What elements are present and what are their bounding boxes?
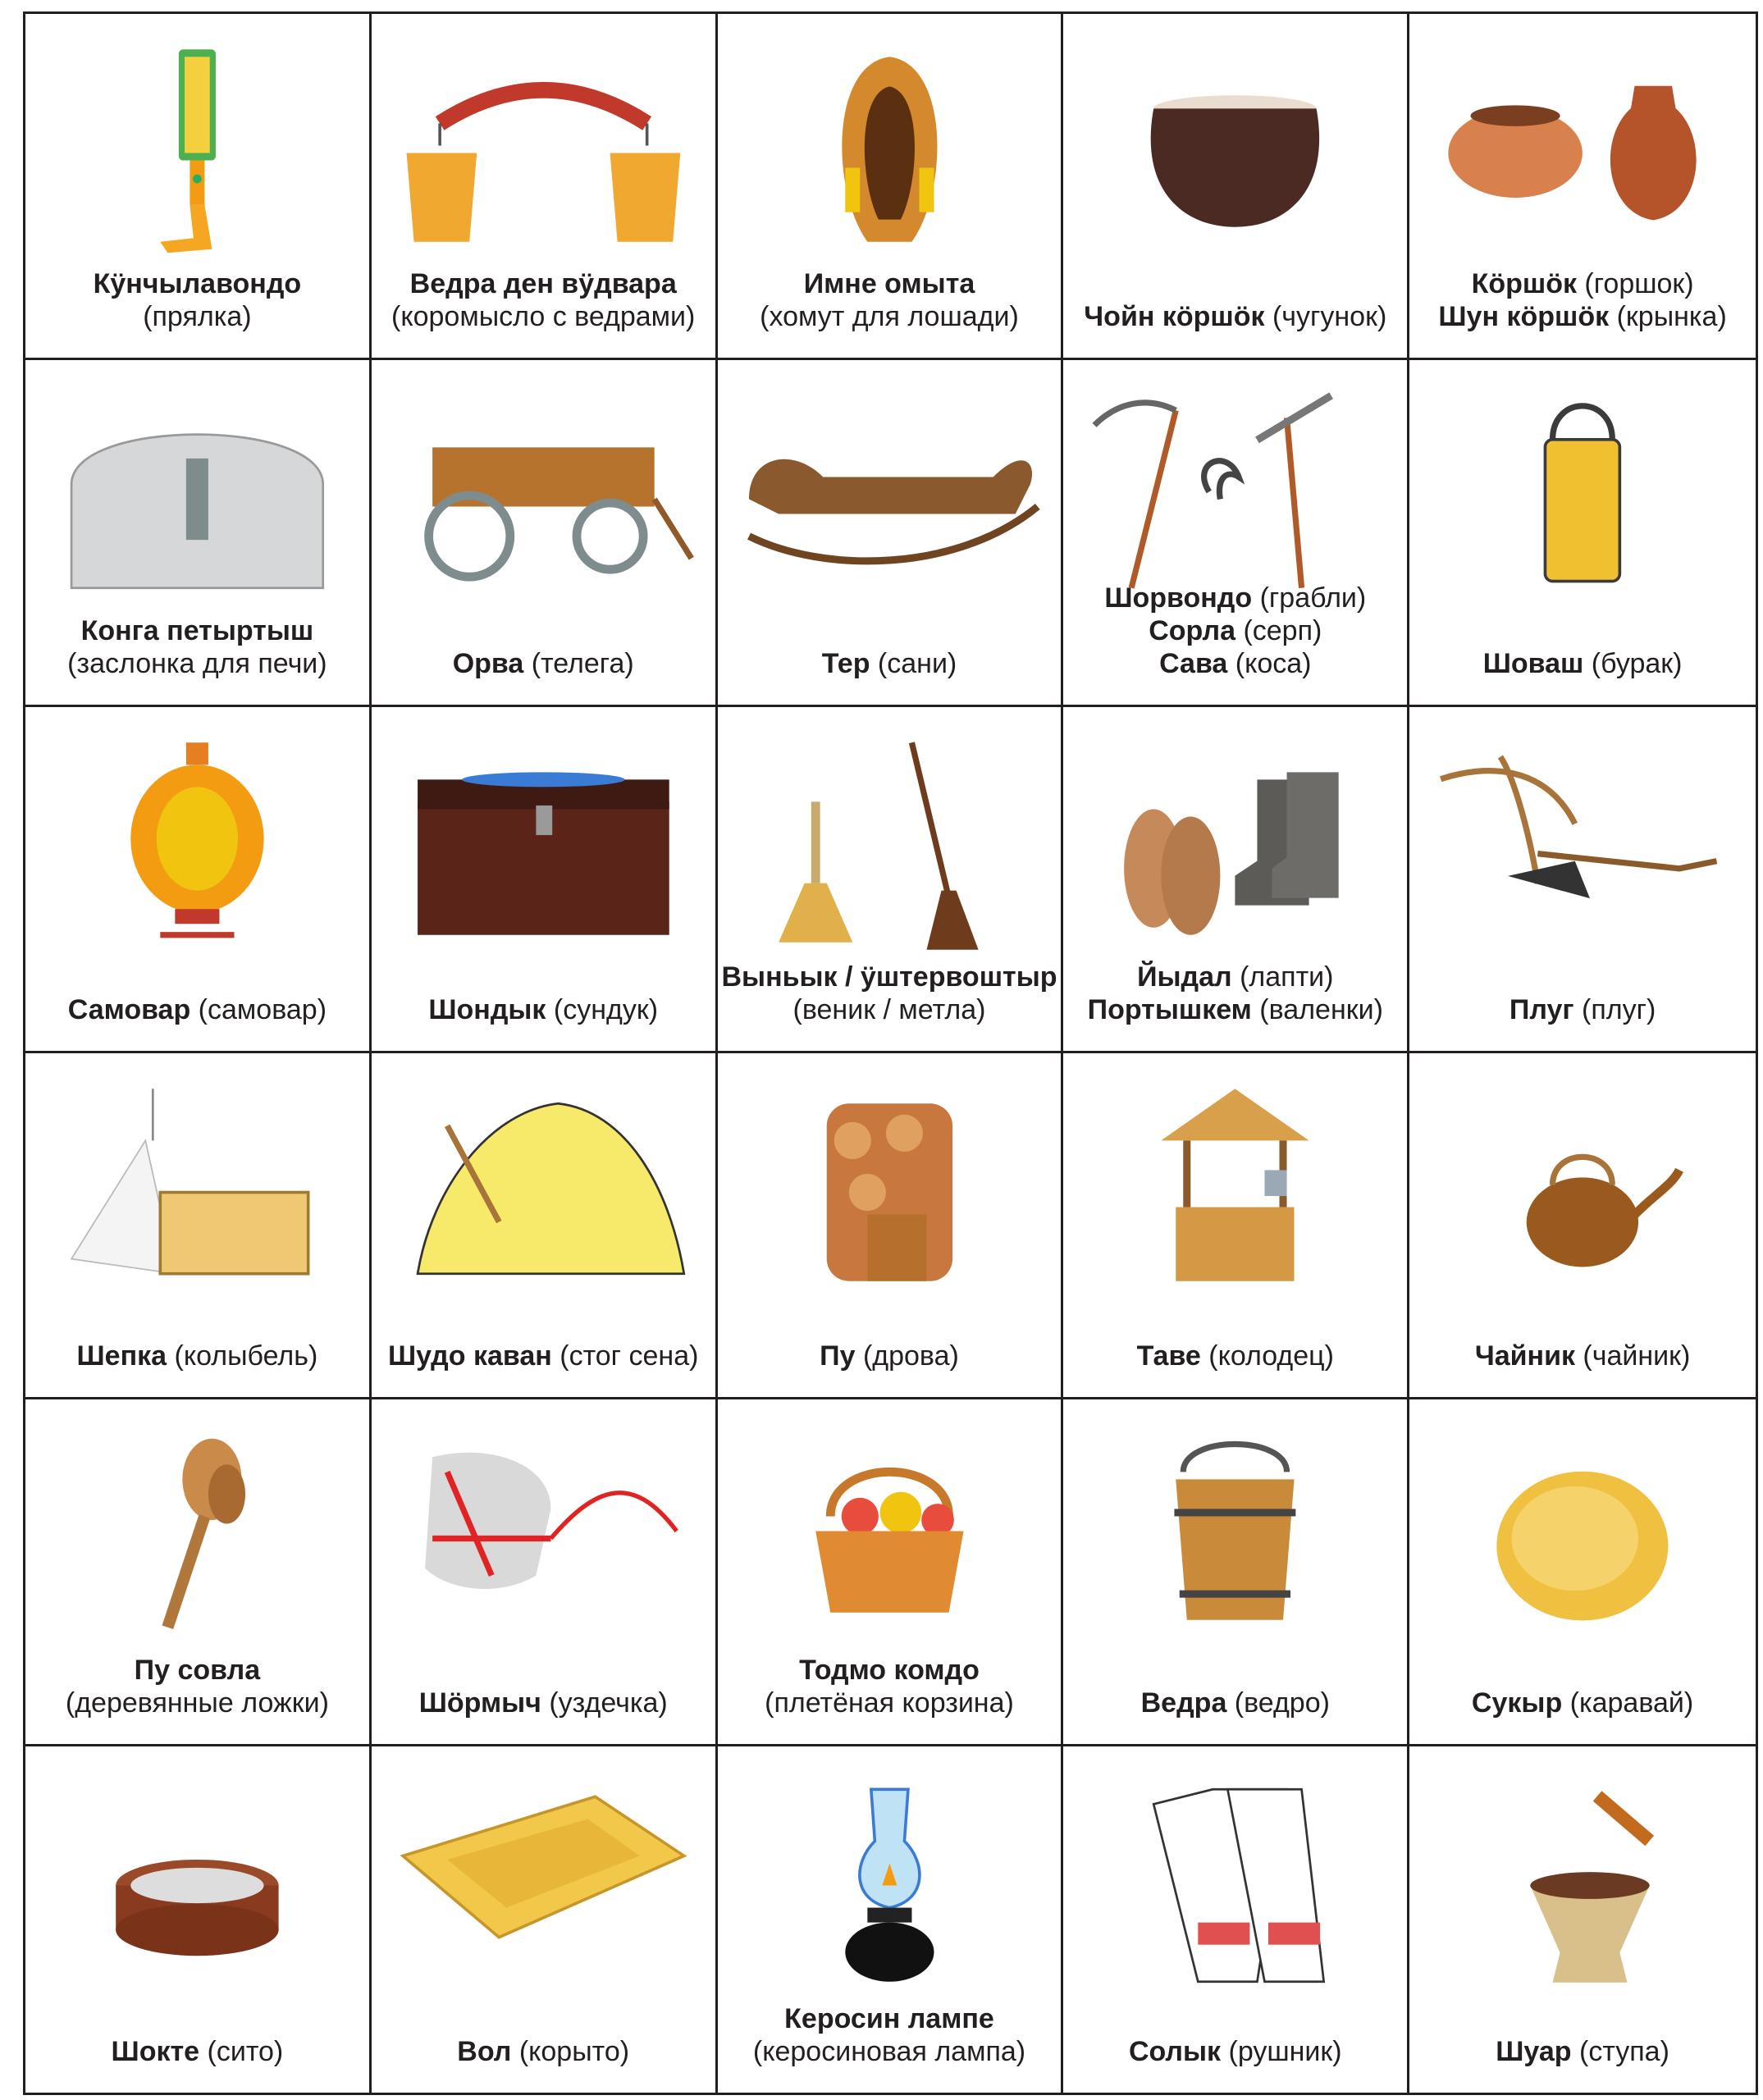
- caption-line: [1066, 582, 1404, 614]
- term-russian: (горшок): [1576, 268, 1694, 300]
- term-mari: Конга петыртыш: [80, 614, 314, 646]
- mortar-icon: [1426, 1763, 1739, 2001]
- card-caption: [29, 993, 366, 1026]
- caption-line: [1413, 1687, 1752, 1719]
- caption-line: [29, 1687, 366, 1719]
- term-russian: (хомут для лошади): [760, 301, 1019, 333]
- card-caption: [29, 267, 366, 333]
- term-russian: (прялка): [143, 301, 252, 333]
- card-caption: [29, 614, 366, 680]
- caption-line: [1066, 2035, 1404, 2068]
- term-russian: (телега): [523, 647, 634, 679]
- term-russian: (каравай): [1562, 1687, 1694, 1719]
- caption-line: [375, 1687, 712, 1719]
- term-mari: Шорвондо: [1104, 582, 1253, 614]
- horse-collar-icon: [734, 30, 1045, 268]
- term-russian: (коса): [1227, 647, 1312, 679]
- card-yoke-with-buckets: [372, 14, 718, 360]
- term-mari: Шӧрмыч: [418, 1687, 541, 1719]
- term-mari: Самовар: [67, 994, 191, 1025]
- term-mari: Керосин лампе: [784, 2003, 994, 2034]
- caption-line: [721, 1687, 1058, 1719]
- card-mortar: [1409, 1746, 1756, 2093]
- card-birch-bark-container: [1409, 360, 1756, 706]
- card-cart: [372, 360, 718, 706]
- card-kerosene-lamp: [718, 1746, 1064, 2093]
- term-russian: (заслонка для печи): [67, 647, 327, 679]
- term-russian: (стог сена): [551, 1340, 699, 1372]
- caption-line: [721, 2002, 1058, 2035]
- card-bucket: [1063, 1399, 1409, 1746]
- term-russian: (уздечка): [541, 1687, 668, 1719]
- caption-line: [29, 1654, 366, 1687]
- term-russian: (серп): [1235, 614, 1322, 646]
- term-mari: Кӧршӧк: [1471, 268, 1577, 300]
- bast-shoes-felt-boots-icon: [1080, 724, 1391, 961]
- spinning-distaff-icon: [42, 30, 353, 268]
- card-caption: [1066, 2035, 1404, 2068]
- term-russian: (плетёная корзина): [765, 1687, 1014, 1719]
- card-wicker-basket: [718, 1399, 1064, 1746]
- caption-line: [1066, 614, 1404, 647]
- card-loaf: [1409, 1399, 1756, 1746]
- card-firewood: [718, 1053, 1064, 1399]
- caption-line: [375, 300, 712, 333]
- trough-icon: [388, 1763, 699, 2001]
- card-wooden-spoons: [25, 1399, 372, 1746]
- term-mari: Выньык / ӱштервоштыр: [721, 961, 1057, 993]
- card-bast-shoes-felt-boots: [1063, 707, 1409, 1053]
- caption-line: [721, 647, 1058, 680]
- card-broom: [718, 707, 1064, 1053]
- caption-line: [1066, 961, 1404, 993]
- term-russian: (веник / метла): [792, 994, 986, 1025]
- term-russian: (рушник): [1221, 2036, 1342, 2067]
- card-caption: [721, 647, 1058, 680]
- term-mari: Йыдал: [1137, 961, 1232, 993]
- birch-bark-container-icon: [1426, 377, 1739, 614]
- card-caption: [721, 1654, 1058, 1719]
- term-mari: Сукыр: [1471, 1687, 1563, 1719]
- oven-damper-icon: [42, 377, 353, 614]
- term-russian: (сани): [870, 647, 957, 679]
- term-mari: Пу совла: [134, 1654, 261, 1686]
- term-mari: Орва: [452, 647, 524, 679]
- card-caption: [721, 1340, 1058, 1372]
- wicker-basket-icon: [734, 1416, 1045, 1654]
- chest-icon: [388, 724, 699, 961]
- card-well: [1063, 1053, 1409, 1399]
- card-clay-pots: [1409, 14, 1756, 360]
- card-caption: [721, 961, 1058, 1026]
- broom-icon: [734, 724, 1045, 961]
- caption-line: [29, 1340, 366, 1372]
- card-farm-tools: [1063, 360, 1409, 706]
- card-sieve: [25, 1746, 372, 2093]
- card-towel: [1063, 1746, 1409, 2093]
- card-caption: [375, 993, 712, 1026]
- card-cast-iron-pot: [1063, 14, 1409, 360]
- bucket-icon: [1080, 1416, 1391, 1654]
- card-caption: [721, 2002, 1058, 2068]
- loaf-icon: [1426, 1416, 1739, 1654]
- caption-line: [1413, 267, 1752, 300]
- well-icon: [1080, 1070, 1391, 1308]
- card-caption: [29, 2035, 366, 2068]
- card-spinning-distaff: [25, 14, 372, 360]
- term-russian: (грабли): [1252, 582, 1367, 614]
- term-mari: Солык: [1128, 2036, 1222, 2067]
- term-mari: Сава: [1159, 647, 1228, 679]
- term-russian: (колодец): [1200, 1340, 1334, 1372]
- term-russian: (колыбель): [167, 1340, 318, 1372]
- term-mari: Вол: [457, 2036, 512, 2067]
- card-caption: [1066, 1687, 1404, 1719]
- caption-line: [721, 961, 1058, 993]
- card-haystack: [372, 1053, 718, 1399]
- kettle-icon: [1426, 1070, 1739, 1308]
- card-caption: [375, 1687, 712, 1719]
- card-caption: [1413, 993, 1752, 1026]
- caption-line: [1413, 993, 1752, 1026]
- card-sledge: [718, 360, 1064, 706]
- term-russian: (валенки): [1251, 994, 1383, 1025]
- caption-line: [1413, 647, 1752, 680]
- term-mari: Шуар: [1496, 2036, 1572, 2067]
- caption-line: [375, 993, 712, 1026]
- caption-line: [375, 647, 712, 680]
- cradle-icon: [42, 1070, 353, 1308]
- card-caption: [1413, 2035, 1752, 2068]
- card-caption: [1413, 267, 1752, 333]
- farm-tools-icon: [1080, 377, 1391, 614]
- term-mari: Кӱнчылавондо: [93, 268, 302, 300]
- card-caption: [721, 267, 1058, 333]
- caption-line: [29, 267, 366, 300]
- sieve-icon: [42, 1763, 353, 2001]
- term-russian: (корыто): [511, 2036, 630, 2067]
- firewood-icon: [734, 1070, 1045, 1308]
- card-caption: [375, 2035, 712, 2068]
- caption-line: [721, 1654, 1058, 1687]
- card-caption: [1413, 647, 1752, 680]
- caption-line: [1066, 993, 1404, 1026]
- term-mari: Шокте: [111, 2036, 200, 2067]
- term-mari: Тодмо комдо: [799, 1654, 980, 1686]
- term-mari: Тер: [821, 647, 870, 679]
- card-caption: [375, 1340, 712, 1372]
- caption-line: [1413, 2035, 1752, 2068]
- card-oven-damper: [25, 360, 372, 706]
- card-caption: [1066, 582, 1404, 680]
- card-caption: [29, 1340, 366, 1372]
- picture-card-grid: [23, 11, 1758, 2095]
- term-russian: (лапти): [1231, 961, 1334, 993]
- term-mari: Шудо каван: [387, 1340, 552, 1372]
- term-russian: (сундук): [546, 994, 659, 1025]
- caption-line: [721, 993, 1058, 1026]
- card-caption: [1413, 1340, 1752, 1372]
- caption-line: [375, 267, 712, 300]
- term-mari: Портышкем: [1087, 994, 1252, 1025]
- card-cradle: [25, 1053, 372, 1399]
- term-russian: (плуг): [1573, 994, 1656, 1025]
- term-russian: (чайник): [1574, 1340, 1691, 1372]
- caption-line: [721, 1340, 1058, 1372]
- term-russian: (бурак): [1583, 647, 1683, 679]
- card-caption: [375, 647, 712, 680]
- card-caption: [1066, 961, 1404, 1026]
- term-mari: Чайник: [1474, 1340, 1575, 1372]
- plough-icon: [1426, 724, 1739, 961]
- term-mari: Чойн кӧршӧк: [1084, 301, 1265, 333]
- term-russian: (дрова): [855, 1340, 959, 1372]
- card-bridle: [372, 1399, 718, 1746]
- term-mari: Шепка: [76, 1340, 167, 1372]
- sledge-icon: [734, 377, 1045, 614]
- cart-icon: [388, 377, 699, 614]
- towel-icon: [1080, 1763, 1391, 2001]
- caption-line: [721, 300, 1058, 333]
- card-caption: [1066, 1340, 1404, 1372]
- term-mari: Шоваш: [1482, 647, 1584, 679]
- caption-line: [1413, 1340, 1752, 1372]
- term-russian: (деревянные ложки): [65, 1687, 329, 1719]
- caption-line: [29, 647, 366, 680]
- caption-line: [29, 993, 366, 1026]
- term-mari: Шун кӧршӧк: [1438, 301, 1610, 333]
- caption-line: [1066, 1340, 1404, 1372]
- card-samovar: [25, 707, 372, 1053]
- caption-line: [375, 2035, 712, 2068]
- term-russian: (самовар): [190, 994, 327, 1025]
- term-russian: (ведро): [1226, 1687, 1330, 1719]
- caption-line: [1066, 647, 1404, 680]
- kerosene-lamp-icon: [734, 1763, 1045, 2001]
- card-plough: [1409, 707, 1756, 1053]
- caption-line: [721, 2035, 1058, 2068]
- term-russian: (крынка): [1609, 301, 1727, 333]
- term-russian: (керосиновая лампа): [752, 2036, 1026, 2067]
- card-kettle: [1409, 1053, 1756, 1399]
- card-caption: [375, 267, 712, 333]
- term-russian: (сито): [199, 2036, 284, 2067]
- caption-line: [1066, 300, 1404, 333]
- card-caption: [1066, 300, 1404, 333]
- term-russian: (коромысло с ведрами): [391, 301, 696, 333]
- term-mari: Ведра ден вӱдвара: [409, 268, 677, 300]
- term-mari: Имне омыта: [803, 268, 975, 300]
- card-caption: [29, 1654, 366, 1719]
- term-mari: Ведра: [1140, 1687, 1227, 1719]
- caption-line: [29, 2035, 366, 2068]
- yoke-with-buckets-icon: [388, 30, 699, 268]
- term-russian: (ступа): [1571, 2036, 1669, 2067]
- caption-line: [1413, 300, 1752, 333]
- clay-pots-icon: [1426, 30, 1739, 268]
- caption-line: [721, 267, 1058, 300]
- caption-line: [29, 614, 366, 647]
- haystack-icon: [388, 1070, 699, 1308]
- term-mari: Шондык: [428, 994, 546, 1025]
- term-russian: (чугунок): [1264, 301, 1387, 333]
- samovar-icon: [42, 724, 353, 961]
- card-caption: [1413, 1687, 1752, 1719]
- term-mari: Пу: [820, 1340, 856, 1372]
- caption-line: [375, 1340, 712, 1372]
- cast-iron-pot-icon: [1080, 30, 1391, 268]
- term-mari: Сорла: [1149, 614, 1235, 646]
- wooden-spoons-icon: [42, 1416, 353, 1654]
- caption-line: [1066, 1687, 1404, 1719]
- card-horse-collar: [718, 14, 1064, 360]
- term-mari: Таве: [1136, 1340, 1201, 1372]
- card-trough: [372, 1746, 718, 2093]
- caption-line: [29, 300, 366, 333]
- term-mari: Плуг: [1509, 994, 1574, 1025]
- bridle-icon: [388, 1416, 699, 1654]
- card-chest: [372, 707, 718, 1053]
